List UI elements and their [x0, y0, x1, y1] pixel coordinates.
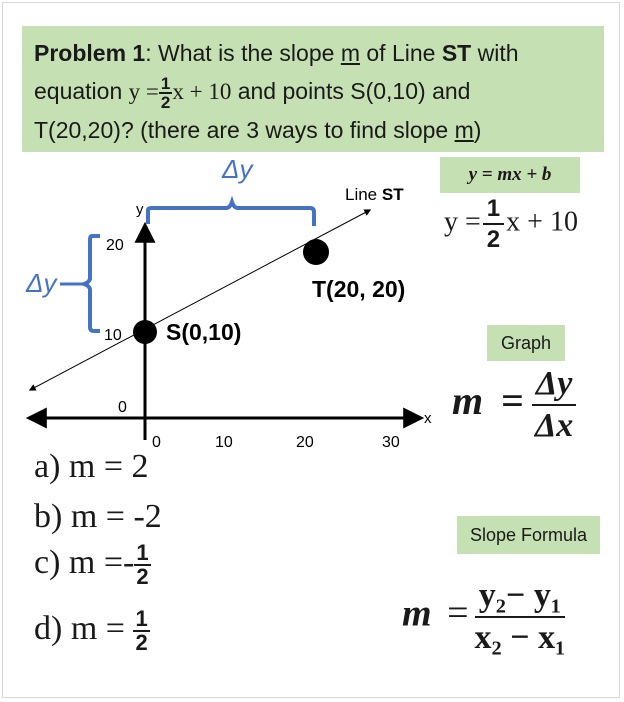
slope-symbol-2: m	[454, 117, 474, 143]
answer-b[interactable]	[34, 498, 162, 536]
fraction-numerator: 1	[160, 73, 171, 93]
y-tick-20: 20	[106, 237, 124, 254]
equation-rest: x + 10	[172, 79, 232, 104]
delta-y-brace-left	[84, 236, 100, 331]
answer-d-numerator: 1	[135, 606, 148, 631]
y-axis-label: y	[136, 201, 144, 218]
slope-intercept-tag: y = mx + b	[440, 157, 580, 193]
answer-a-letter: a)	[34, 448, 61, 485]
answer-c-denominator: 2	[136, 564, 149, 589]
answer-d[interactable]	[34, 608, 150, 654]
problem-point-s: S(0,10)	[350, 78, 426, 104]
point-s	[133, 320, 157, 344]
slope-formula-tag: Slope Formula	[457, 516, 600, 554]
answer-d-letter: d)	[34, 609, 63, 647]
formula-equals: =	[447, 592, 469, 635]
x-tick-0: 0	[152, 434, 161, 451]
problem-label: Problem 1	[34, 40, 146, 66]
answer-b-text: m = -2	[70, 498, 162, 535]
point-t	[303, 239, 329, 265]
problem-text-c: with	[471, 40, 519, 66]
equation-lhs: y =	[128, 79, 159, 104]
answer-c-numerator: 1	[136, 540, 149, 565]
problem-text-b: of Line	[359, 40, 442, 66]
point-s-label: S(0,10)	[166, 319, 242, 345]
graph-delta-x: Δx	[534, 406, 574, 444]
answer-a-text: m = 2	[68, 448, 149, 485]
graph-delta-y: Δy	[532, 366, 576, 406]
answer-d-text: m =	[70, 609, 125, 647]
problem-text-a: : What is the slope	[145, 40, 341, 66]
slope-symbol: m	[340, 40, 360, 66]
si-fraction	[483, 196, 504, 252]
answer-d-fraction	[133, 608, 149, 654]
problem-text-e: and	[425, 78, 471, 104]
si-rest: x + 10	[506, 206, 578, 238]
graph-slope-equation	[452, 366, 576, 443]
si-numerator: 1	[483, 196, 504, 225]
y-tick-0: 0	[118, 399, 127, 416]
slope-intercept-equation	[444, 196, 578, 252]
x-tick-30: 30	[382, 434, 400, 451]
formula-fraction	[475, 578, 566, 655]
answer-c-fraction	[134, 542, 150, 588]
answer-c[interactable]	[34, 542, 151, 588]
equation-label: equation	[34, 78, 129, 104]
line-name: ST	[441, 40, 472, 66]
problem-point-t: T(20,20)	[34, 117, 121, 143]
delta-y-brace-top	[148, 202, 314, 226]
delta-y-label-top: Δy	[222, 154, 253, 184]
graph-m: m	[452, 377, 484, 423]
answer-b-letter: b)	[34, 498, 63, 535]
si-lhs: y =	[444, 206, 481, 238]
graph-equals: =	[501, 377, 524, 423]
si-denominator: 2	[486, 226, 501, 254]
formula-m: m	[402, 592, 432, 635]
x-axis-label: x	[424, 410, 432, 427]
delta-y-label-left: Δy	[26, 268, 57, 298]
answer-c-letter: c)	[34, 543, 61, 581]
problem-text-d: and points	[231, 78, 351, 104]
problem-text-f: ? (there are 3 ways to find slope	[120, 117, 455, 143]
point-t-label: T(20, 20)	[312, 276, 406, 302]
line-st-label: Line ST	[345, 185, 404, 204]
graph-tag: Graph	[487, 325, 565, 361]
x-tick-10: 10	[215, 434, 233, 451]
x-tick-20: 20	[296, 434, 314, 451]
formula-denominator: x₂ − x₁	[474, 618, 566, 656]
answer-a[interactable]	[34, 448, 149, 486]
slope-formula-equation	[402, 578, 565, 655]
fraction-denominator: 2	[160, 92, 171, 112]
graph-fraction	[532, 366, 576, 443]
formula-numerator: y₂− y₁	[475, 578, 566, 618]
answer-c-text: m =-	[68, 543, 135, 581]
y-tick-10: 10	[104, 327, 122, 344]
problem-text-g: )	[473, 117, 482, 143]
answer-d-denominator: 2	[135, 630, 148, 655]
